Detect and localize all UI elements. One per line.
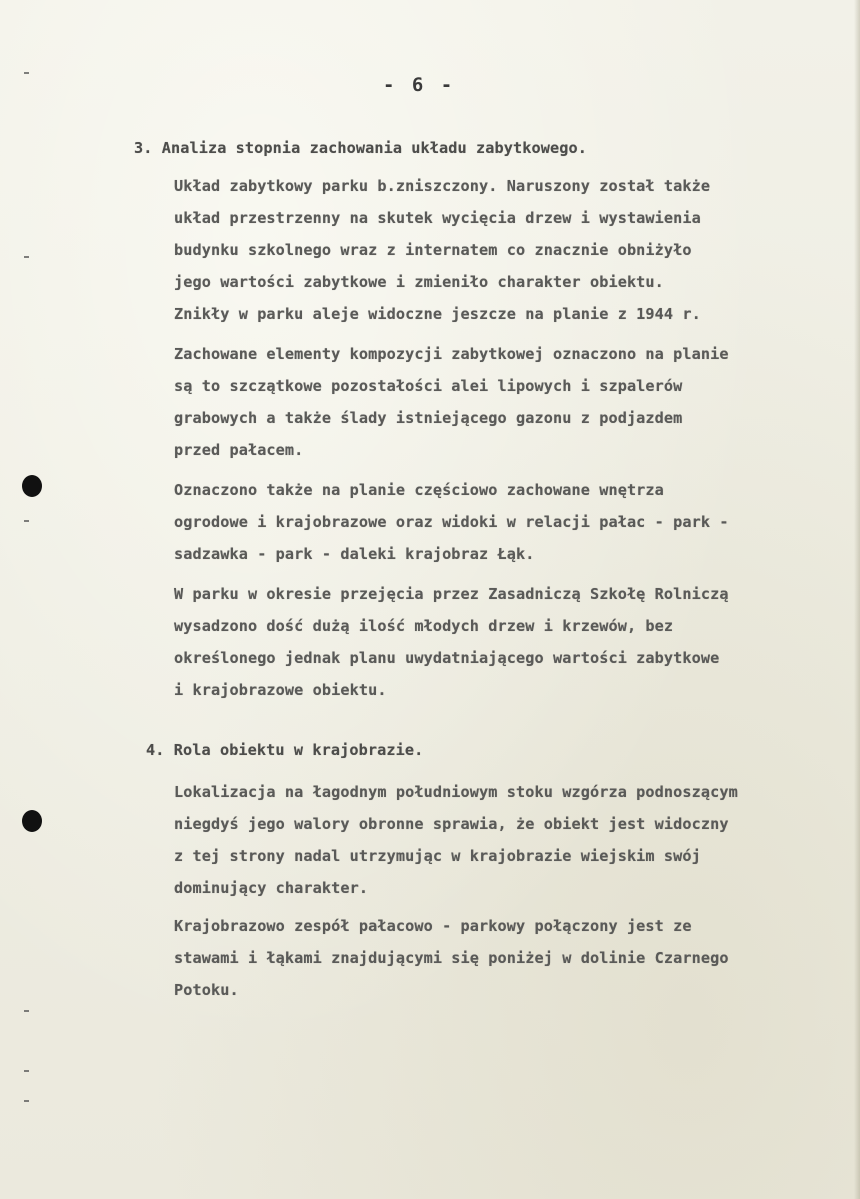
section-4-line: stawami i łąkami znajdującymi się poniżej w dolinie Czarnego <box>174 949 729 967</box>
section-4-line: niegdyś jego walory obronne sprawia, że obiekt jest widoczny <box>174 815 729 833</box>
section-3-line: jego wartości zabytkowe i zmieniło charakter obiektu. <box>174 273 664 291</box>
margin-mark <box>24 256 29 258</box>
section-3-line: Oznaczono także na planie częściowo zachowane wnętrza <box>174 481 664 499</box>
section-3-line: i krajobrazowe obiektu. <box>174 681 387 699</box>
section-3-line: przed pałacem. <box>174 441 304 459</box>
page-edge-shadow <box>854 0 860 1199</box>
section-3-line: są to szczątkowe pozostałości alei lipowych i szpalerów <box>174 377 683 395</box>
page-number: - 6 - <box>383 74 456 96</box>
punch-hole-bottom <box>22 810 42 832</box>
section-3-line: grabowych a także ślady istniejącego gazonu z podjazdem <box>174 409 683 427</box>
section-4-line: Krajobrazowo zespół pałacowo - parkowy połączony jest ze <box>174 917 692 935</box>
section-3-heading: 3. Analiza stopnia zachowania układu zabytkowego. <box>134 139 587 157</box>
section-3-line: ogrodowe i krajobrazowe oraz widoki w relacji pałac - park - <box>174 513 729 531</box>
section-4-heading: 4. Rola obiektu w krajobrazie. <box>146 741 424 759</box>
section-3-line: układ przestrzenny na skutek wycięcia drzew i wystawienia <box>174 209 701 227</box>
margin-mark <box>24 1100 29 1102</box>
section-3-line: sadzawka - park - daleki krajobraz Łąk. <box>174 545 535 563</box>
section-3-line: budynku szkolnego wraz z internatem co znacznie obniżyło <box>174 241 692 259</box>
section-3-line: określonego jednak planu uwydatniającego wartości zabytkowe <box>174 649 720 667</box>
margin-mark <box>24 1010 29 1012</box>
section-4-line: z tej strony nadal utrzymując w krajobrazie wiejskim swój <box>174 847 701 865</box>
punch-hole-top <box>22 475 42 497</box>
margin-mark <box>24 520 29 522</box>
section-3-line: Znikły w parku aleje widoczne jeszcze na planie z 1944 r. <box>174 305 701 323</box>
section-4-line: Potoku. <box>174 981 239 999</box>
section-4-line: dominujący charakter. <box>174 879 369 897</box>
margin-mark <box>24 1070 29 1072</box>
section-3-line: wysadzono dość dużą ilość młodych drzew i krzewów, bez <box>174 617 674 635</box>
section-3-line: W parku w okresie przejęcia przez Zasadniczą Szkołę Rolniczą <box>174 585 729 603</box>
section-3-line: Zachowane elementy kompozycji zabytkowej oznaczono na planie <box>174 345 729 363</box>
margin-mark <box>24 72 29 74</box>
section-3-line: Układ zabytkowy parku b.zniszczony. Naruszony został także <box>174 177 711 195</box>
section-4-line: Lokalizacja na łagodnym południowym stoku wzgórza podnoszącym <box>174 783 738 801</box>
